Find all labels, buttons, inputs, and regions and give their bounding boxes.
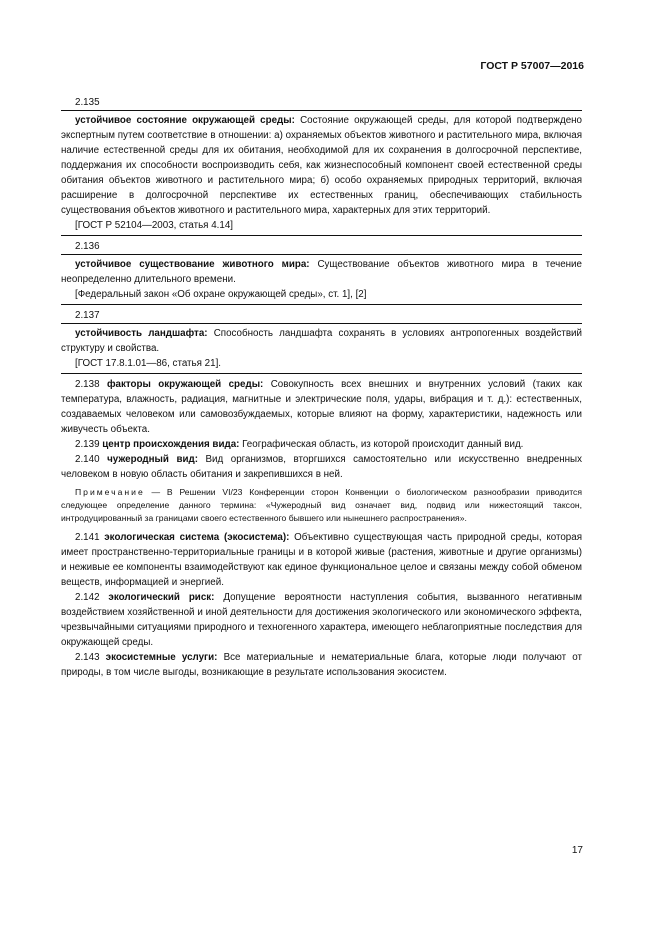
entry-number: 2.139	[75, 439, 100, 450]
definition: Географическая область, из которой происходит данный вид.	[239, 439, 524, 450]
source-reference: [Федеральный закон «Об охране окружающей среды», ст. 1], [2]	[75, 289, 367, 300]
definition: Вид организмов, вторгшихся самостоятельно или искусственно внедренных человеком в новую область обитания и закрепившихся в ней.	[61, 454, 582, 480]
definition: Все материальные и нематериальные блага, которые люди получают от природы, в том числе выгоды, возникающие в результате использования экосистем.	[61, 652, 582, 678]
note-text: — В Решении VI/23 Конференции сторон Конвенции о биологическом разнообразии приводится следующее определение данного термина: «Чужеродный вид означает вид, подвид или нижестоящий таксон, интродуцированный за границами своего естественного бывшего или нынешнего распространения».	[61, 487, 582, 523]
definition-text	[61, 326, 582, 356]
term: экологическая система (экосистема):	[104, 532, 290, 543]
term-paragraph	[61, 590, 582, 650]
term-paragraph	[61, 377, 582, 437]
entry-number: 2.143	[75, 652, 100, 663]
term: устойчивость ландшафта:	[75, 328, 208, 339]
entry-number: 2.140	[75, 454, 100, 465]
term-paragraph	[61, 650, 582, 680]
definition-box	[61, 110, 582, 236]
definition-text	[61, 257, 582, 287]
definition-box	[61, 323, 582, 374]
definition: Совокупность всех внешних и внутренних условий (таких как температура, влажность, радиация, магнитные и электрические поля, удары, вибрация и т. д.): естественных, создаваемых человеком или самовозбуждаемых, которые влияют на форму, характеристики, надежность или живучесть объекта.	[61, 379, 582, 435]
source-reference: [ГОСТ Р 52104—2003, статья 4.14]	[75, 220, 234, 231]
term: факторы окружающей среды:	[106, 379, 264, 390]
term: устойчивое существование животного мира:	[75, 259, 310, 270]
definition: Существование объектов животного мира в течение неопределенно длительного времени.	[61, 259, 582, 285]
note	[61, 486, 582, 525]
definition-text	[61, 113, 582, 218]
term: экологический риск:	[108, 592, 215, 603]
page-number: 17	[571, 845, 583, 856]
term-paragraph	[61, 530, 582, 590]
definition: Способность ландшафта сохранять в условиях антропогенных воздействий структуру и свойства.	[61, 328, 583, 354]
entry-number: 2.141	[75, 532, 100, 543]
definition: Объективно существующая часть природной среды, которая имеет пространственно-территориальные границы и в которой живые (растения, животные и другие организмы) и неживые ее компоненты взаимодействуют как единое функциональное целое и связаны между собой обменом веществ, информацией и энергией.	[61, 532, 582, 588]
document-id: ГОСТ Р 57007—2016	[480, 60, 584, 72]
term: устойчивое состояние окружающей среды:	[75, 115, 295, 126]
term-paragraph	[61, 437, 582, 452]
page-content	[61, 95, 582, 680]
note-label: Примечание	[75, 487, 145, 497]
term-paragraph	[61, 452, 582, 482]
term: экосистемные услуги:	[105, 652, 218, 663]
entry-number: 2.142	[75, 592, 100, 603]
definition-box	[61, 254, 582, 305]
entry-number: 2.136	[75, 241, 100, 252]
term: чужеродный вид:	[107, 454, 198, 465]
entry-number: 2.135	[75, 97, 100, 108]
source-reference: [ГОСТ 17.8.1.01—86, статья 21].	[75, 358, 222, 369]
entry-number: 2.138	[75, 379, 100, 390]
definition: Состояние окружающей среды, для которой подтверждено экспертным путем соответствие в отношении: а) охраняемых объектов животного и растительного мира, включая наличие естественной среды для их обитания, необходимой для их сохранения в долгосрочной перспективе, поддержания их способности воспроизводить себя, как жизнеспособный компонент своей естественной среды обитания объектов животного и растительного мира; б) особо охраняемых природных территорий, включая расширение в долгосрочной перспективе их естественных границ, обеспечивающих стабильность существования объектов животного и растительного мира, характерных для этих территорий.	[61, 115, 583, 216]
definition: Допущение вероятности наступления события, вызванного негативным воздействием хозяйственной и иной деятельности для достижения экологического или экономического эффекта, чрезвычайными ситуациями природного и техногенного характера, имеющего неблагоприятные последствия для окружающей среды.	[61, 592, 582, 648]
entry-number: 2.137	[75, 310, 100, 321]
term: центр происхождения вида:	[102, 439, 240, 450]
